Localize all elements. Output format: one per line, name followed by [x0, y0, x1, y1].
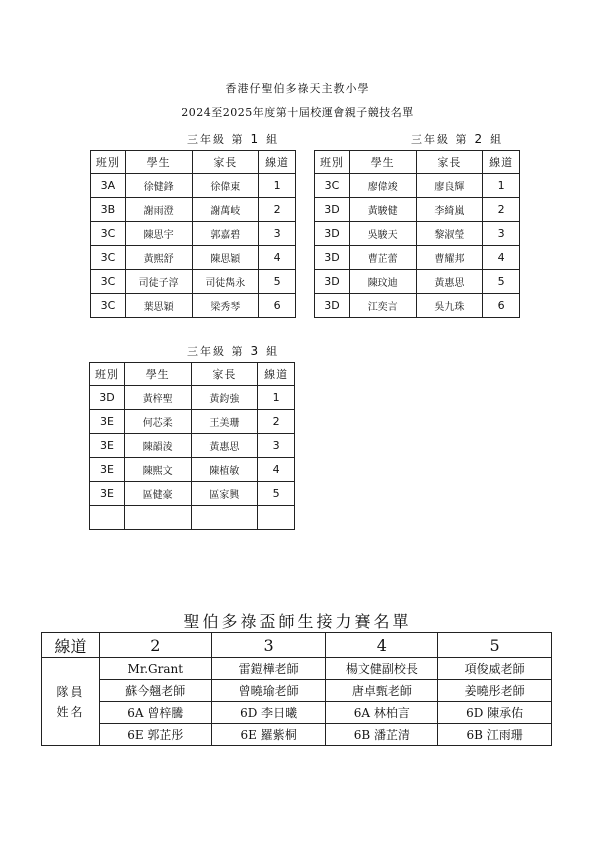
- group-1-table: [90, 150, 296, 318]
- parent-cell: 廖良輝: [416, 174, 483, 198]
- table-row: [315, 294, 520, 318]
- class-cell: 3E: [90, 410, 125, 434]
- parent-cell: 梁秀琴: [192, 294, 259, 318]
- event-title: 2024至2025年度第十屆校運會親子競技名單: [181, 106, 414, 119]
- relay-member-cell: 楊文健副校長: [326, 658, 438, 680]
- parent-cell: 曹耀邦: [416, 246, 483, 270]
- table-row: [91, 174, 296, 198]
- student-cell: 江奕言: [349, 294, 416, 318]
- table-row: [91, 198, 296, 222]
- lane-cell: 2: [483, 198, 520, 222]
- relay-member-label-line2: 姓名: [56, 704, 85, 719]
- col-header-parent: 家長: [416, 151, 483, 174]
- table-row-empty: [90, 506, 295, 530]
- relay-member-cell: 6A 曾梓騰: [99, 702, 211, 724]
- relay-member-cell: 6B 江雨珊: [438, 724, 552, 746]
- relay-lane-number: 3: [211, 633, 326, 658]
- class-cell: 3D: [315, 270, 350, 294]
- parent-cell: 郭嘉碧: [192, 222, 259, 246]
- parent-cell: 區家興: [191, 482, 258, 506]
- relay-member-cell: 雷鎧樺老師: [211, 658, 326, 680]
- lane-cell: 1: [483, 174, 520, 198]
- parent-cell: 黎淑瑩: [416, 222, 483, 246]
- relay-member-cell: 曾曉瑜老師: [211, 680, 326, 702]
- class-cell: 3D: [315, 294, 350, 318]
- parent-cell: 謝萬岐: [192, 198, 259, 222]
- col-header-student: 學生: [125, 151, 192, 174]
- class-cell: 3D: [315, 198, 350, 222]
- class-cell: 3C: [91, 294, 126, 318]
- table-row: [91, 270, 296, 294]
- table-row: [90, 386, 295, 410]
- parent-cell: 王美珊: [191, 410, 258, 434]
- parent-cell: 陳思穎: [192, 246, 259, 270]
- lane-cell: 5: [259, 270, 296, 294]
- class-cell: 3C: [91, 270, 126, 294]
- col-header-parent: 家長: [192, 151, 259, 174]
- table-row: [315, 246, 520, 270]
- parent-cell: 李綺嵐: [416, 198, 483, 222]
- col-header-class: 班別: [90, 363, 125, 386]
- group-3-title: [187, 343, 279, 359]
- table-row: [91, 246, 296, 270]
- col-header-student: 學生: [124, 363, 191, 386]
- relay-member-cell: 姜曉彤老師: [438, 680, 552, 702]
- relay-member-cell: Mr.Grant: [99, 658, 211, 680]
- table-row: [315, 222, 520, 246]
- relay-member-cell: 6A 林柏言: [326, 702, 438, 724]
- parent-cell: 黃鈞強: [191, 386, 258, 410]
- parent-cell: 吳九珠: [416, 294, 483, 318]
- class-cell: 3D: [315, 222, 350, 246]
- student-cell: 區健豪: [124, 482, 191, 506]
- group-1-title: [187, 131, 279, 147]
- table-header-row: [90, 363, 295, 386]
- class-cell: 3C: [91, 246, 126, 270]
- relay-member-cell: 項俊威老師: [438, 658, 552, 680]
- group-title-prefix: 三年級 第: [187, 133, 245, 146]
- student-cell: 司徒子淳: [125, 270, 192, 294]
- lane-cell: 5: [483, 270, 520, 294]
- table-row: [90, 410, 295, 434]
- relay-lane-number: 5: [438, 633, 552, 658]
- class-cell: 3E: [90, 458, 125, 482]
- table-row: [91, 294, 296, 318]
- lane-cell: 1: [258, 386, 295, 410]
- parent-cell: 陳植敏: [191, 458, 258, 482]
- lane-cell: 6: [483, 294, 520, 318]
- class-cell: 3C: [91, 222, 126, 246]
- student-cell: 黃駿健: [349, 198, 416, 222]
- relay-lane-number: 2: [99, 633, 211, 658]
- parent-cell: 徐偉東: [192, 174, 259, 198]
- relay-member-cell: 6B 潘芷清: [326, 724, 438, 746]
- group-title-suffix: 組: [266, 133, 280, 146]
- relay-table: [41, 632, 552, 746]
- group-2-table: [314, 150, 520, 318]
- student-cell: 陳韻淩: [124, 434, 191, 458]
- student-cell: 陳思宇: [125, 222, 192, 246]
- student-cell: 黃熙舒: [125, 246, 192, 270]
- table-header-row: [315, 151, 520, 174]
- table-row: [315, 198, 520, 222]
- parent-cell: 黃惠思: [191, 434, 258, 458]
- table-row: [90, 458, 295, 482]
- student-cell: 陳玟迪: [349, 270, 416, 294]
- class-cell: 3C: [315, 174, 350, 198]
- class-cell: 3E: [90, 482, 125, 506]
- student-cell: [124, 506, 191, 530]
- lane-cell: 5: [258, 482, 295, 506]
- class-cell: 3B: [91, 198, 126, 222]
- lane-cell: 4: [258, 458, 295, 482]
- lane-cell: 1: [259, 174, 296, 198]
- relay-member-cell: 蘇今翹老師: [99, 680, 211, 702]
- table-row: [90, 482, 295, 506]
- school-name: 香港仔聖伯多祿天主教小學: [225, 82, 370, 95]
- col-header-class: 班別: [315, 151, 350, 174]
- student-cell: 謝雨澄: [125, 198, 192, 222]
- lane-cell: 6: [259, 294, 296, 318]
- lane-cell: 4: [259, 246, 296, 270]
- lane-cell: 3: [483, 222, 520, 246]
- student-cell: 廖偉竣: [349, 174, 416, 198]
- group-2-title: [411, 131, 503, 147]
- group-number: 2: [474, 132, 485, 146]
- group-number: 1: [250, 132, 261, 146]
- student-cell: 黃梓聖: [124, 386, 191, 410]
- relay-member-cell: 6E 郭芷彤: [99, 724, 211, 746]
- relay-member-cell: 唐卓甄老師: [326, 680, 438, 702]
- group-3-table: [89, 362, 295, 530]
- table-row: [315, 174, 520, 198]
- lane-cell: 3: [258, 434, 295, 458]
- class-cell: 3E: [90, 434, 125, 458]
- table-row: [90, 434, 295, 458]
- group-title-suffix: 組: [266, 345, 280, 358]
- group-title-prefix: 三年級 第: [411, 133, 469, 146]
- relay-member-label: [42, 658, 100, 746]
- col-header-student: 學生: [349, 151, 416, 174]
- parent-cell: 黃惠思: [416, 270, 483, 294]
- parent-cell: [191, 506, 258, 530]
- lane-cell: [258, 506, 295, 530]
- table-header-row: [91, 151, 296, 174]
- lane-cell: 2: [258, 410, 295, 434]
- col-header-lane: 線道: [259, 151, 296, 174]
- parent-cell: 司徒雋永: [192, 270, 259, 294]
- relay-member-cell: 6D 李日曦: [211, 702, 326, 724]
- col-header-class: 班別: [91, 151, 126, 174]
- relay-title: 聖伯多祿盃師生接力賽名單: [183, 612, 412, 631]
- group-title-suffix: 組: [490, 133, 504, 146]
- lane-cell: 3: [259, 222, 296, 246]
- student-cell: 徐健鋒: [125, 174, 192, 198]
- group-title-prefix: 三年級 第: [187, 345, 245, 358]
- student-cell: 曹芷蕾: [349, 246, 416, 270]
- relay-row: [42, 658, 552, 680]
- class-cell: 3A: [91, 174, 126, 198]
- group-number: 3: [250, 344, 261, 358]
- class-cell: 3D: [90, 386, 125, 410]
- col-header-lane: 線道: [483, 151, 520, 174]
- student-cell: 陳熙文: [124, 458, 191, 482]
- relay-member-label-line1: 隊員: [56, 684, 85, 699]
- student-cell: 葉思穎: [125, 294, 192, 318]
- lane-cell: 4: [483, 246, 520, 270]
- col-header-parent: 家長: [191, 363, 258, 386]
- relay-header-row: [42, 633, 552, 658]
- table-row: [91, 222, 296, 246]
- relay-row: [42, 724, 552, 746]
- relay-lane-header: 線道: [42, 633, 100, 658]
- table-row: [315, 270, 520, 294]
- student-cell: 吳駿天: [349, 222, 416, 246]
- lane-cell: 2: [259, 198, 296, 222]
- relay-lane-number: 4: [326, 633, 438, 658]
- relay-member-cell: 6E 羅紫桐: [211, 724, 326, 746]
- relay-member-cell: 6D 陳承佑: [438, 702, 552, 724]
- relay-row: [42, 702, 552, 724]
- student-cell: 何芯柔: [124, 410, 191, 434]
- class-cell: 3D: [315, 246, 350, 270]
- class-cell: [90, 506, 125, 530]
- relay-row: [42, 680, 552, 702]
- col-header-lane: 線道: [258, 363, 295, 386]
